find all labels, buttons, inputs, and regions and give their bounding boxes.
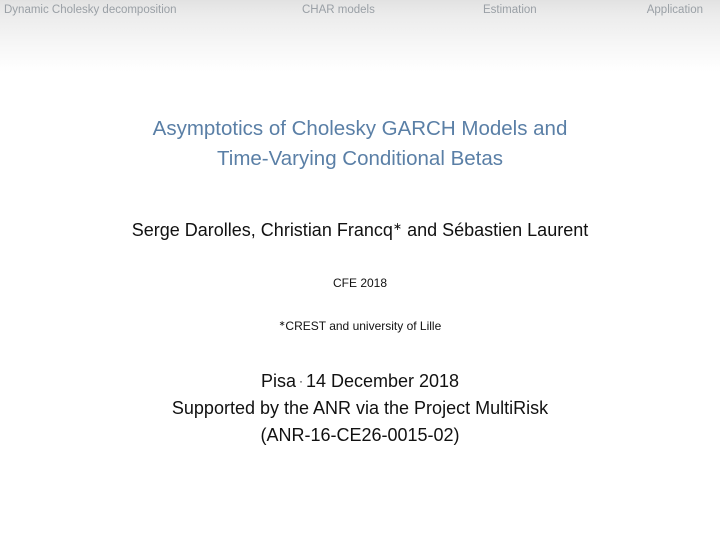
support-line-1: Supported by the ANR via the Project MultiRisk xyxy=(171,398,549,418)
nav-item-dynamic-cholesky[interactable]: Dynamic Cholesky decomposition xyxy=(4,4,177,16)
affiliation-text: CREST and university of Lille xyxy=(285,319,442,333)
authors xyxy=(0,220,720,241)
title-line-1: Asymptotics of Cholesky GARCH Models and xyxy=(152,117,568,140)
place-date-separator: · xyxy=(298,374,303,388)
title-line-2: Time-Varying Conditional Betas xyxy=(217,147,503,170)
presentation-title xyxy=(0,114,720,174)
nav-item-char-models[interactable]: CHAR models xyxy=(302,4,375,16)
place-date-line xyxy=(0,368,720,395)
authors-prefix: Serge Darolles, Christian Francq xyxy=(131,220,393,240)
nav-item-estimation[interactable]: Estimation xyxy=(483,4,537,16)
affiliation xyxy=(0,319,720,333)
nav-item-application[interactable]: Application xyxy=(646,4,703,16)
section-navigation-bar xyxy=(0,0,720,72)
conference-name: CFE 2018 xyxy=(332,276,388,290)
event-info xyxy=(0,368,720,449)
event-place: Pisa xyxy=(260,371,296,391)
author-affiliation-marker: ∗ xyxy=(392,221,403,233)
affiliation-marker: ∗ xyxy=(278,319,286,328)
event-date: 14 December 2018 xyxy=(305,371,460,391)
support-line-2: (ANR-16-CE26-0015-02) xyxy=(260,425,460,445)
authors-suffix: and Sébastien Laurent xyxy=(402,220,589,240)
